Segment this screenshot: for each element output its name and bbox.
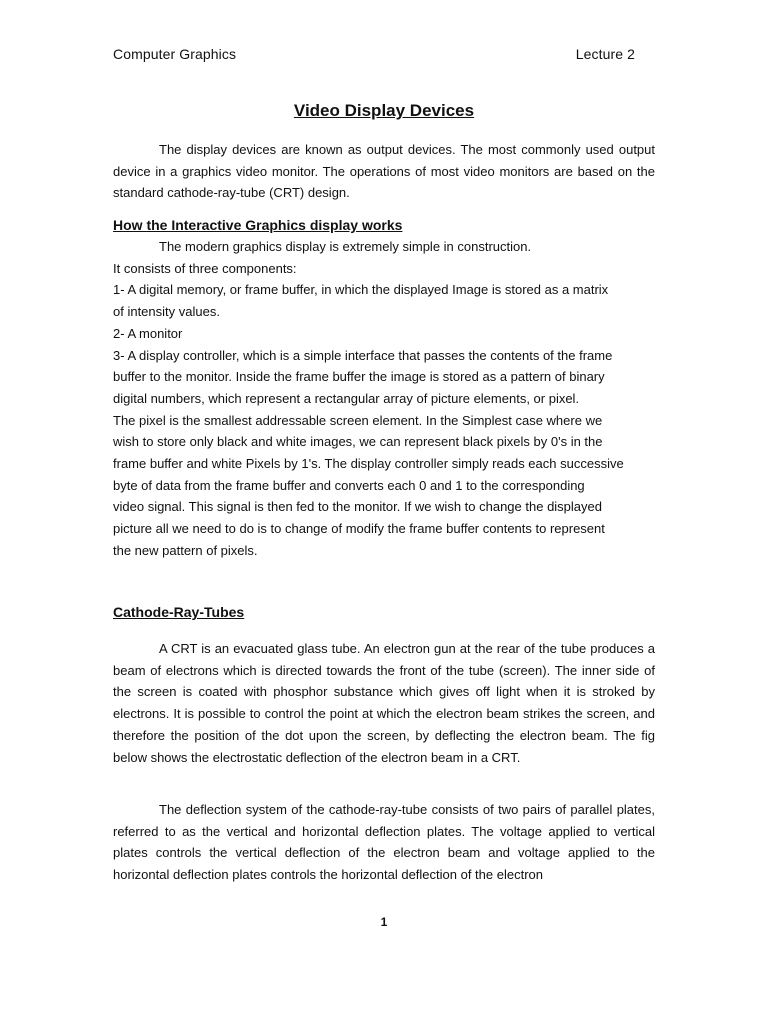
header-course-title: Computer Graphics bbox=[113, 46, 237, 62]
section1-line: The modern graphics display is extremely simple in construction. bbox=[159, 239, 532, 254]
section1-line: buffer to the monitor. Inside the frame buffer the image is stored as a pattern of binary bbox=[113, 369, 605, 385]
document-title: Video Display Devices bbox=[293, 101, 475, 120]
section1-line: of intensity values. bbox=[113, 304, 220, 320]
section2-paragraph1-block bbox=[113, 638, 655, 768]
section1-line: 2- A monitor bbox=[113, 325, 183, 341]
section-heading-interactive-graphics: How the Interactive Graphics display works bbox=[113, 217, 403, 233]
section1-line: the new pattern of pixels. bbox=[113, 542, 258, 558]
section1-line: The pixel is the smallest addressable screen element. In the Simplest case where we bbox=[113, 412, 603, 428]
section2-paragraph2-block bbox=[113, 799, 655, 886]
intro-paragraph-block bbox=[113, 139, 655, 204]
running-header bbox=[113, 46, 635, 66]
section1-line: video signal. This signal is then fed to the monitor. If we wish to change the displayed bbox=[113, 499, 602, 515]
section1-line: 1- A digital memory, or frame buffer, in which the displayed Image is stored as a matrix bbox=[113, 282, 609, 298]
section1-line: 3- A display controller, which is a simple interface that passes the contents of the frame bbox=[113, 347, 613, 363]
section1-line: picture all we need to do is to change of modify the frame buffer contents to represent bbox=[113, 521, 605, 537]
section1-line: It consists of three components: bbox=[113, 260, 297, 276]
section2-paragraph-1: A CRT is an evacuated glass tube. An electron gun at the rear of the tube produces a beam of electrons which is directed towards the front of the tube (screen). The inner side of the screen is coated with phosphor substance which gives off light when it is stroked by electrons. It is possible to control the point at which the electron beam strikes the screen, and therefore the position of the dot upon the screen, by deflecting the electron beam. The fig below shows the electrostatic deflection of the electron beam in a CRT. bbox=[113, 641, 655, 765]
section1-body bbox=[113, 236, 655, 562]
section-heading-cathode-ray-tubes: Cathode-Ray-Tubes bbox=[113, 604, 245, 620]
section1-line: byte of data from the frame buffer and converts each 0 and 1 to the corresponding bbox=[113, 477, 585, 493]
section1-line: digital numbers, which represent a rectangular array of picture elements, or pixel. bbox=[113, 390, 580, 406]
page-number: 1 bbox=[380, 915, 388, 929]
section1-line: frame buffer and white Pixels by 1's. The display controller simply reads each successive bbox=[113, 456, 624, 472]
intro-paragraph: The display devices are known as output devices. The most commonly used output device in a graphics video monitor. The operations of most video monitors are based on the standard cathode-ray-tube (CRT) design. bbox=[113, 142, 655, 201]
header-lecture-number: Lecture 2 bbox=[575, 46, 635, 62]
section1-line: wish to store only black and white images, we can represent black pixels by 0's in the bbox=[113, 434, 603, 450]
section2-paragraph-2: The deflection system of the cathode-ray-tube consists of two pairs of parallel plates, referred to as the vertical and horizontal deflection plates. The voltage applied to vertical plates controls the vertical deflection of the electron beam and voltage applied to the horizontal deflection plates controls the horizontal deflection of the electron bbox=[113, 802, 655, 883]
